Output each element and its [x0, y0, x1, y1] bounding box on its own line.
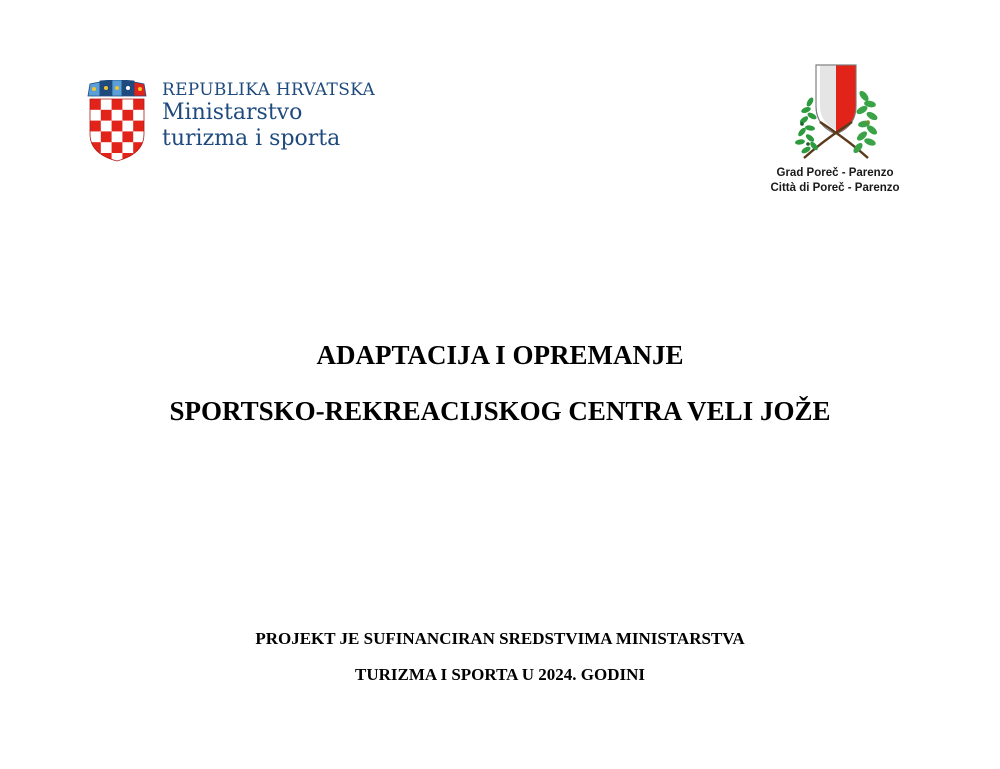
project-title-line1: ADAPTACIJA I OPREMANJE: [316, 340, 684, 370]
project-title-line2: SPORTSKO-REKREACIJSKOG CENTRA VELI JOŽE: [169, 396, 831, 426]
ministry-logo: [86, 80, 375, 162]
city-name-croatian: Grad Poreč - Parenzo: [776, 167, 894, 179]
ministry-name-line2: turizma i sporta: [162, 126, 341, 151]
funding-notice: [0, 628, 1000, 700]
ministry-country: REPUBLIKA HRVATSKA: [162, 80, 376, 100]
ministry-text: [162, 80, 375, 152]
croatian-coat-of-arms-icon: [86, 80, 148, 162]
ministry-name-line1: Ministarstvo: [162, 100, 303, 125]
funding-notice-line2: TURIZMA I SPORTA U 2024. GODINI: [354, 665, 645, 684]
city-name-italian: Città di Poreč - Parenzo: [770, 182, 900, 194]
project-title: [0, 338, 1000, 450]
city-logo: [760, 62, 910, 196]
funding-notice-line1: PROJEKT JE SUFINANCIRAN SREDSTVIMA MINISTARSTVA: [255, 629, 745, 648]
porec-coat-of-arms-icon: [780, 62, 890, 166]
